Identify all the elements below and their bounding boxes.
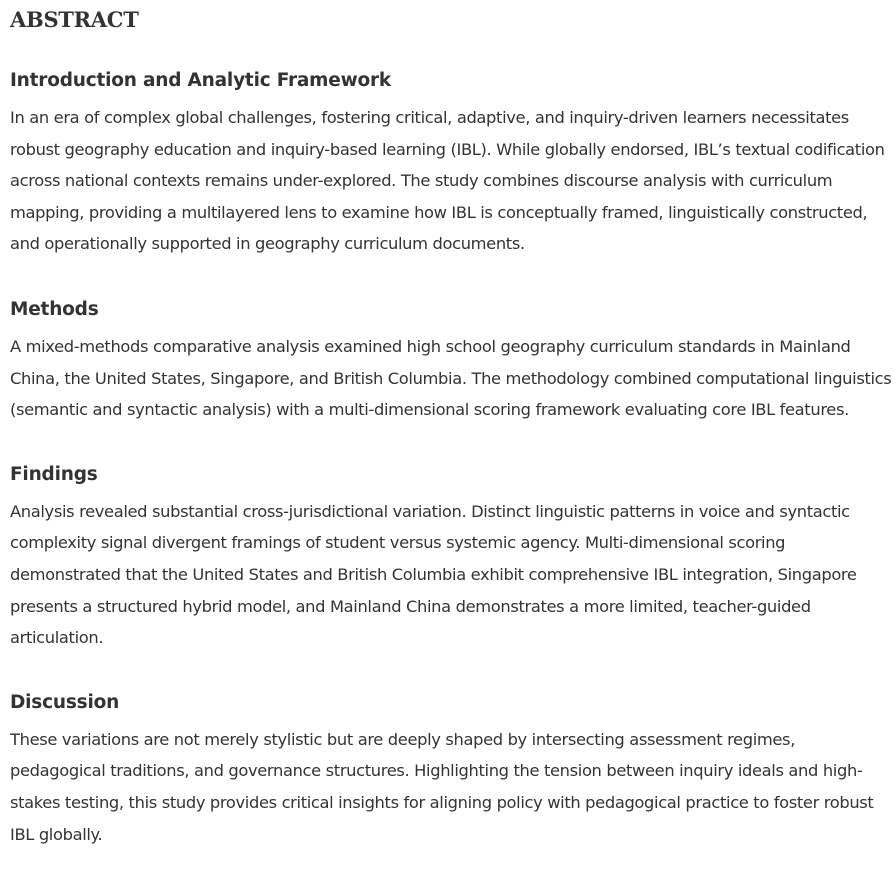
section-discussion	[10, 690, 894, 850]
section-title-discussion: Discussion	[10, 691, 120, 713]
section-findings	[10, 462, 894, 654]
section-introduction	[10, 68, 894, 260]
section-methods	[10, 297, 894, 426]
abstract-heading: ABSTRACT	[10, 7, 139, 32]
section-title-methods: Methods	[10, 298, 99, 320]
section-body-introduction: In an era of complex global challenges, fostering critical, adaptive, and inquiry-driven learners necessitates robust geography education and inquiry-based learning (IBL). While globally endorsed, IBL’s textual codification across national contexts remains under-explored. The study combines discourse analysis with curriculum mapping, providing a multilayered lens to examine how IBL is conceptually framed, linguistically constructed, and operationally supported in geography curriculum documents.	[10, 108, 885, 254]
abstract-container	[10, 4, 894, 850]
section-title-findings: Findings	[10, 463, 98, 485]
section-body-discussion: These variations are not merely stylistic but are deeply shaped by intersecting assessment regimes, pedagogical traditions, and governance structures. Highlighting the tension between inquiry ideals and high-stakes testing, this study provides critical insights for aligning policy with pedagogical practice to foster robust IBL globally.	[10, 729, 874, 844]
section-title-introduction: Introduction and Analytic Framework	[10, 70, 392, 91]
section-body-findings: Analysis revealed substantial cross-jurisdictional variation. Distinct linguistic patterns in voice and syntactic complexity signal divergent framings of student versus systemic agency. Multi-dimensional scoring demonstrated that the United States and British Columbia exhibit comprehensive IBL integration, Singapore presents a structured hybrid model, and Mainland China demonstrates a more limited, teacher-guided articulation.	[10, 501, 857, 648]
section-body-methods: A mixed-methods comparative analysis examined high school geography curriculum standards in Mainland China, the United States, Singapore, and British Columbia. The methodology combined computational linguistics (semantic and syntactic analysis) with a multi-dimensional scoring framework evaluating core IBL features.	[10, 336, 892, 420]
